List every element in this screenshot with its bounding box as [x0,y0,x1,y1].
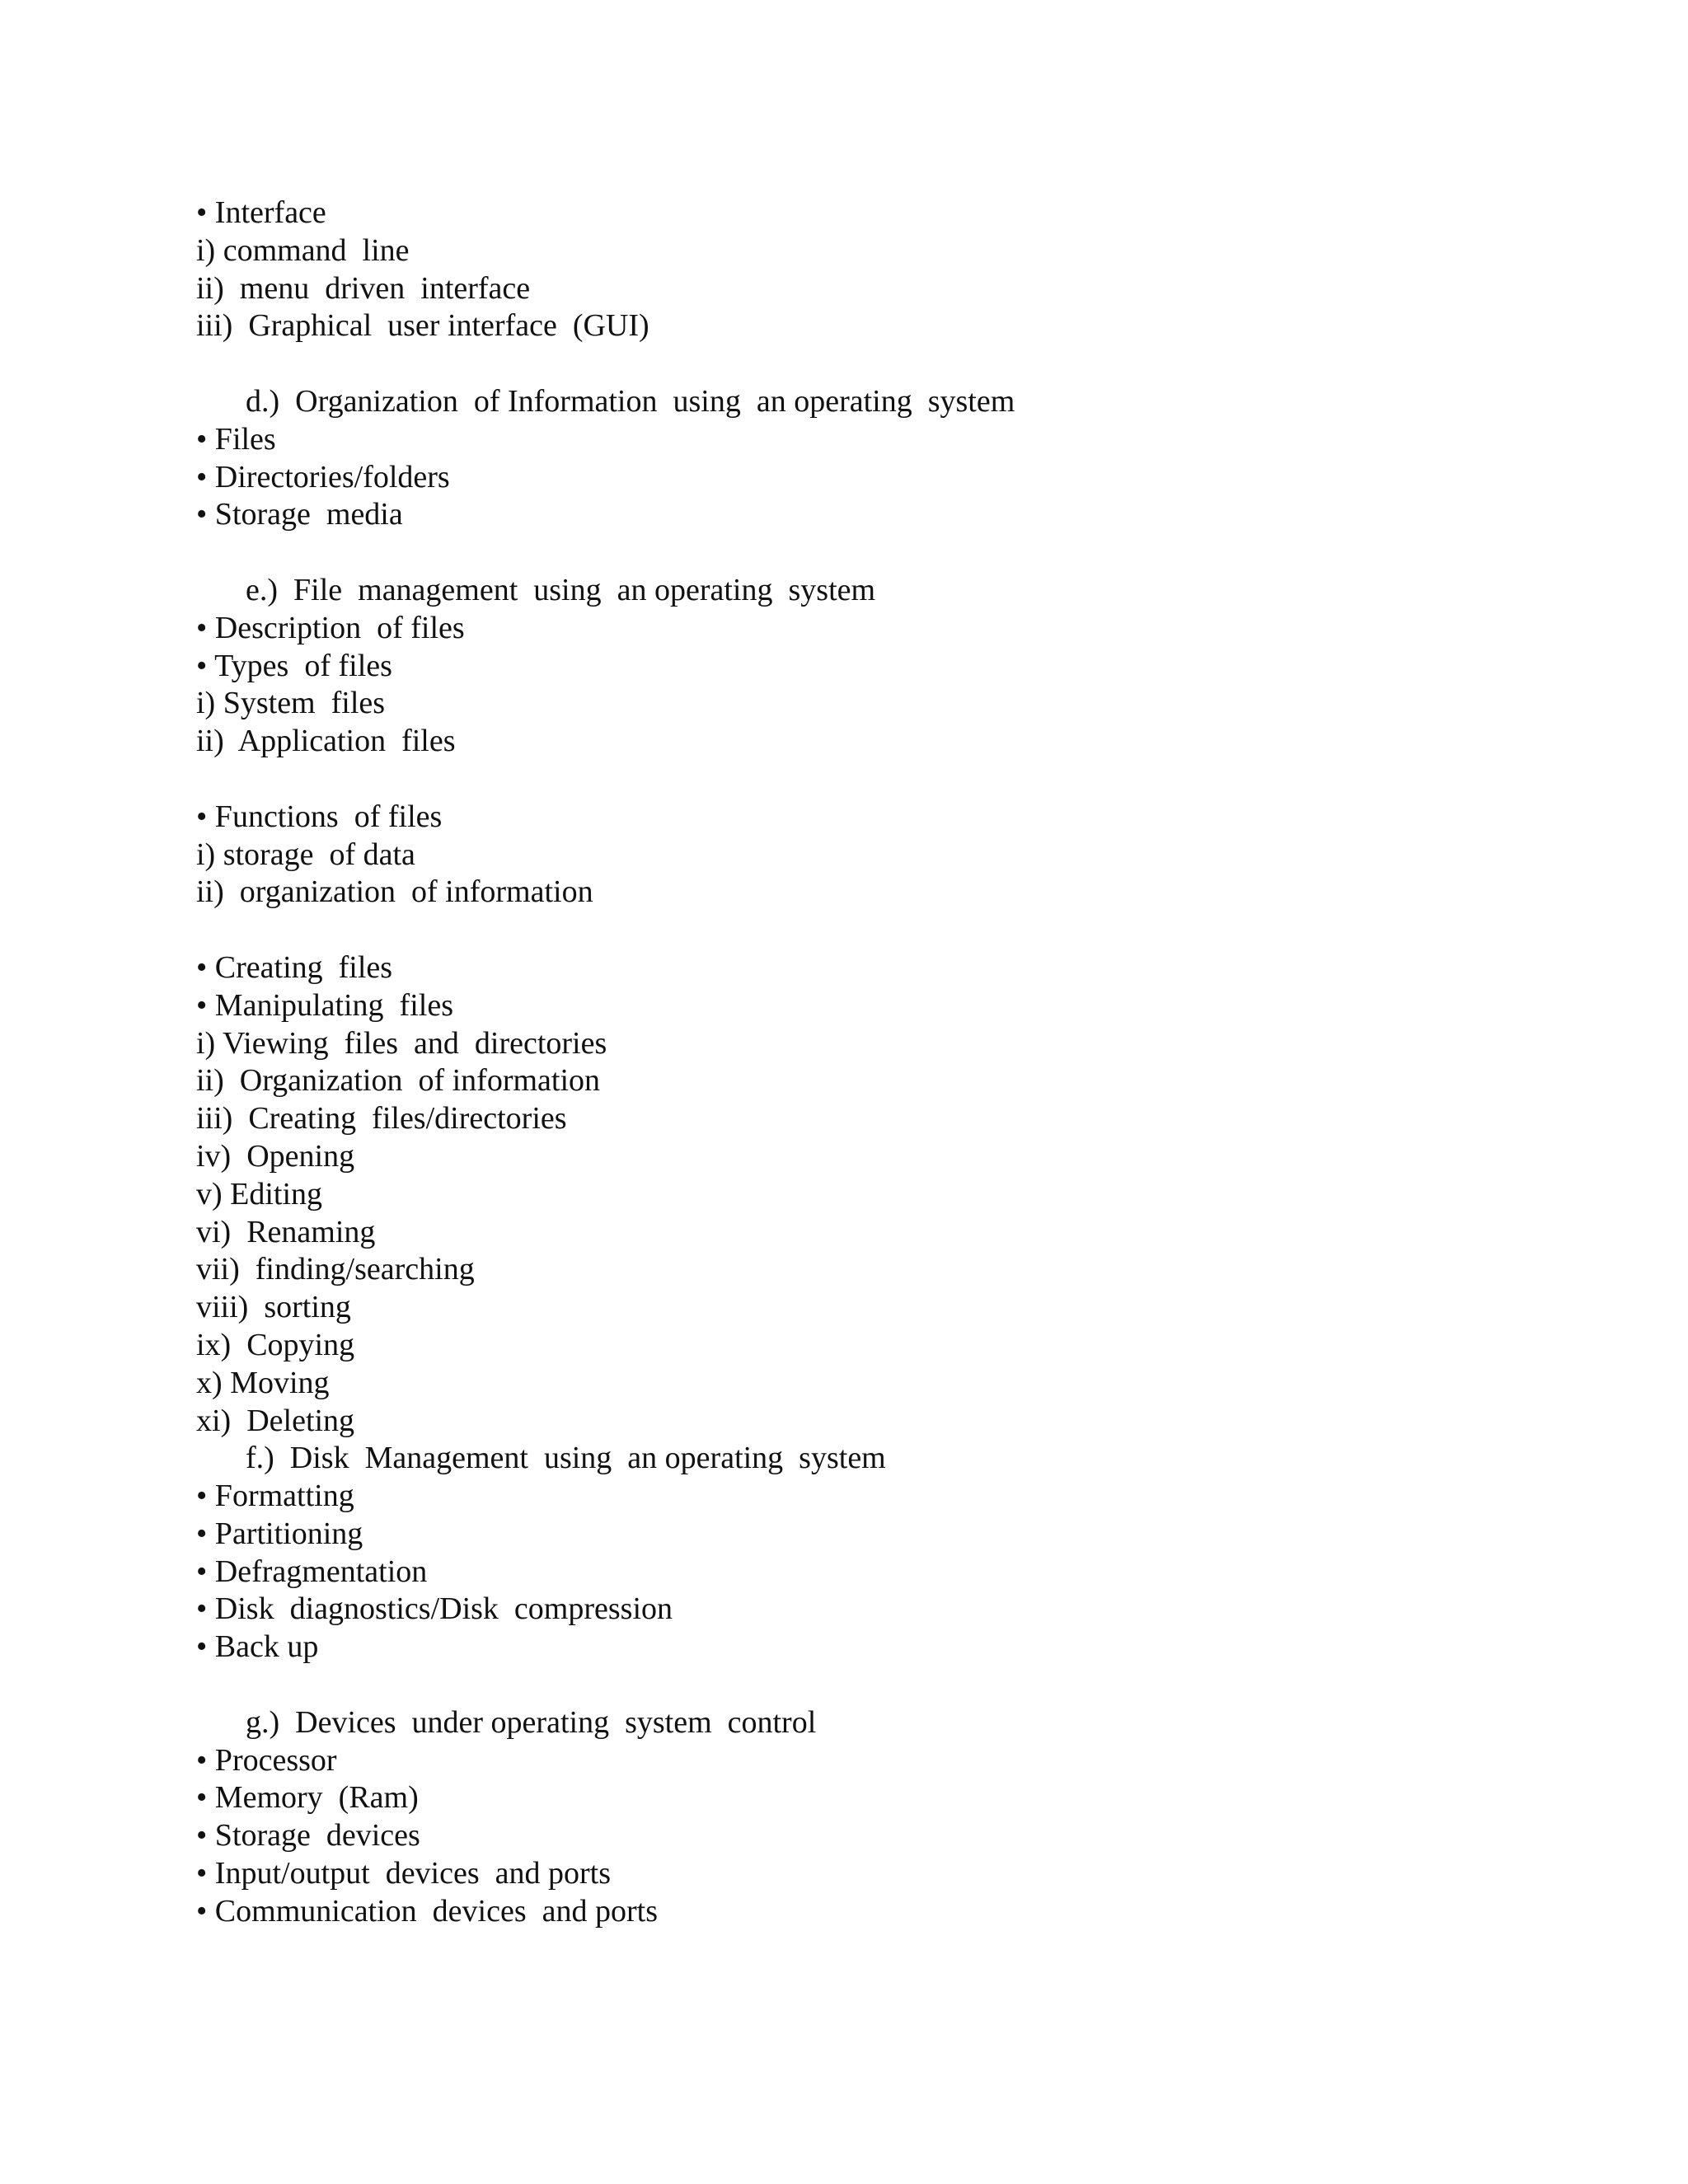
list-item: • Storage media [196,497,403,532]
list-item: • Back up [196,1629,319,1665]
list-item: • Defragmentation [196,1554,428,1589]
list-item: • Communication devices and ports [196,1893,658,1929]
list-item: • Interface [196,195,326,230]
list-item: i) System files [196,686,386,721]
section-heading: d.) Organization of Information using an operating system [246,383,1015,419]
list-item: • Functions of files [196,799,443,834]
document-body [196,194,1597,1931]
section-heading: f.) Disk Management using an operating system [246,1441,886,1476]
list-item: i) command line [196,232,410,268]
list-item: • Manipulating files [196,987,453,1023]
list-item: viii) sorting [196,1290,351,1325]
list-item: iii) Creating files/directories [196,1101,567,1137]
list-item: xi) Deleting [196,1403,355,1438]
blank-line [196,345,1597,383]
blank-line [196,534,1597,572]
list-item: iv) Opening [196,1138,355,1174]
list-item: ii) Organization of information [196,1063,601,1099]
list-item: • Storage devices [196,1818,420,1854]
list-item: ii) organization of information [196,874,593,910]
list-item: • Partitioning [196,1516,363,1551]
list-item: • Files [196,421,276,457]
blank-line [196,761,1597,799]
list-item: • Description of files [196,610,465,645]
blank-line [196,912,1597,949]
list-item: x) Moving [196,1365,330,1400]
list-item: ii) menu driven interface [196,270,531,306]
list-item: ii) Application files [196,724,456,759]
list-item: • Creating files [196,949,393,985]
list-item: • Formatting [196,1479,354,1514]
list-item: • Input/output devices and ports [196,1856,611,1891]
list-item: i) storage of data [196,837,415,872]
list-item: vii) finding/searching [196,1252,475,1287]
list-item: • Memory (Ram) [196,1780,419,1816]
list-item: ix) Copying [196,1327,355,1362]
blank-line [196,1666,1597,1704]
list-item: vi) Renaming [196,1214,376,1249]
section-heading: e.) File management using an operating system [246,572,876,607]
section-heading: g.) Devices under operating system control [246,1704,817,1740]
list-item: i) Viewing files and directories [196,1025,607,1061]
list-item: • Types of files [196,648,392,683]
list-item: • Directories/folders [196,459,450,494]
list-item: iii) Graphical user interface (GUI) [196,308,649,344]
list-item: v) Editing [196,1176,323,1212]
list-item: • Disk diagnostics/Disk compression [196,1591,673,1627]
list-item: • Processor [196,1742,337,1778]
